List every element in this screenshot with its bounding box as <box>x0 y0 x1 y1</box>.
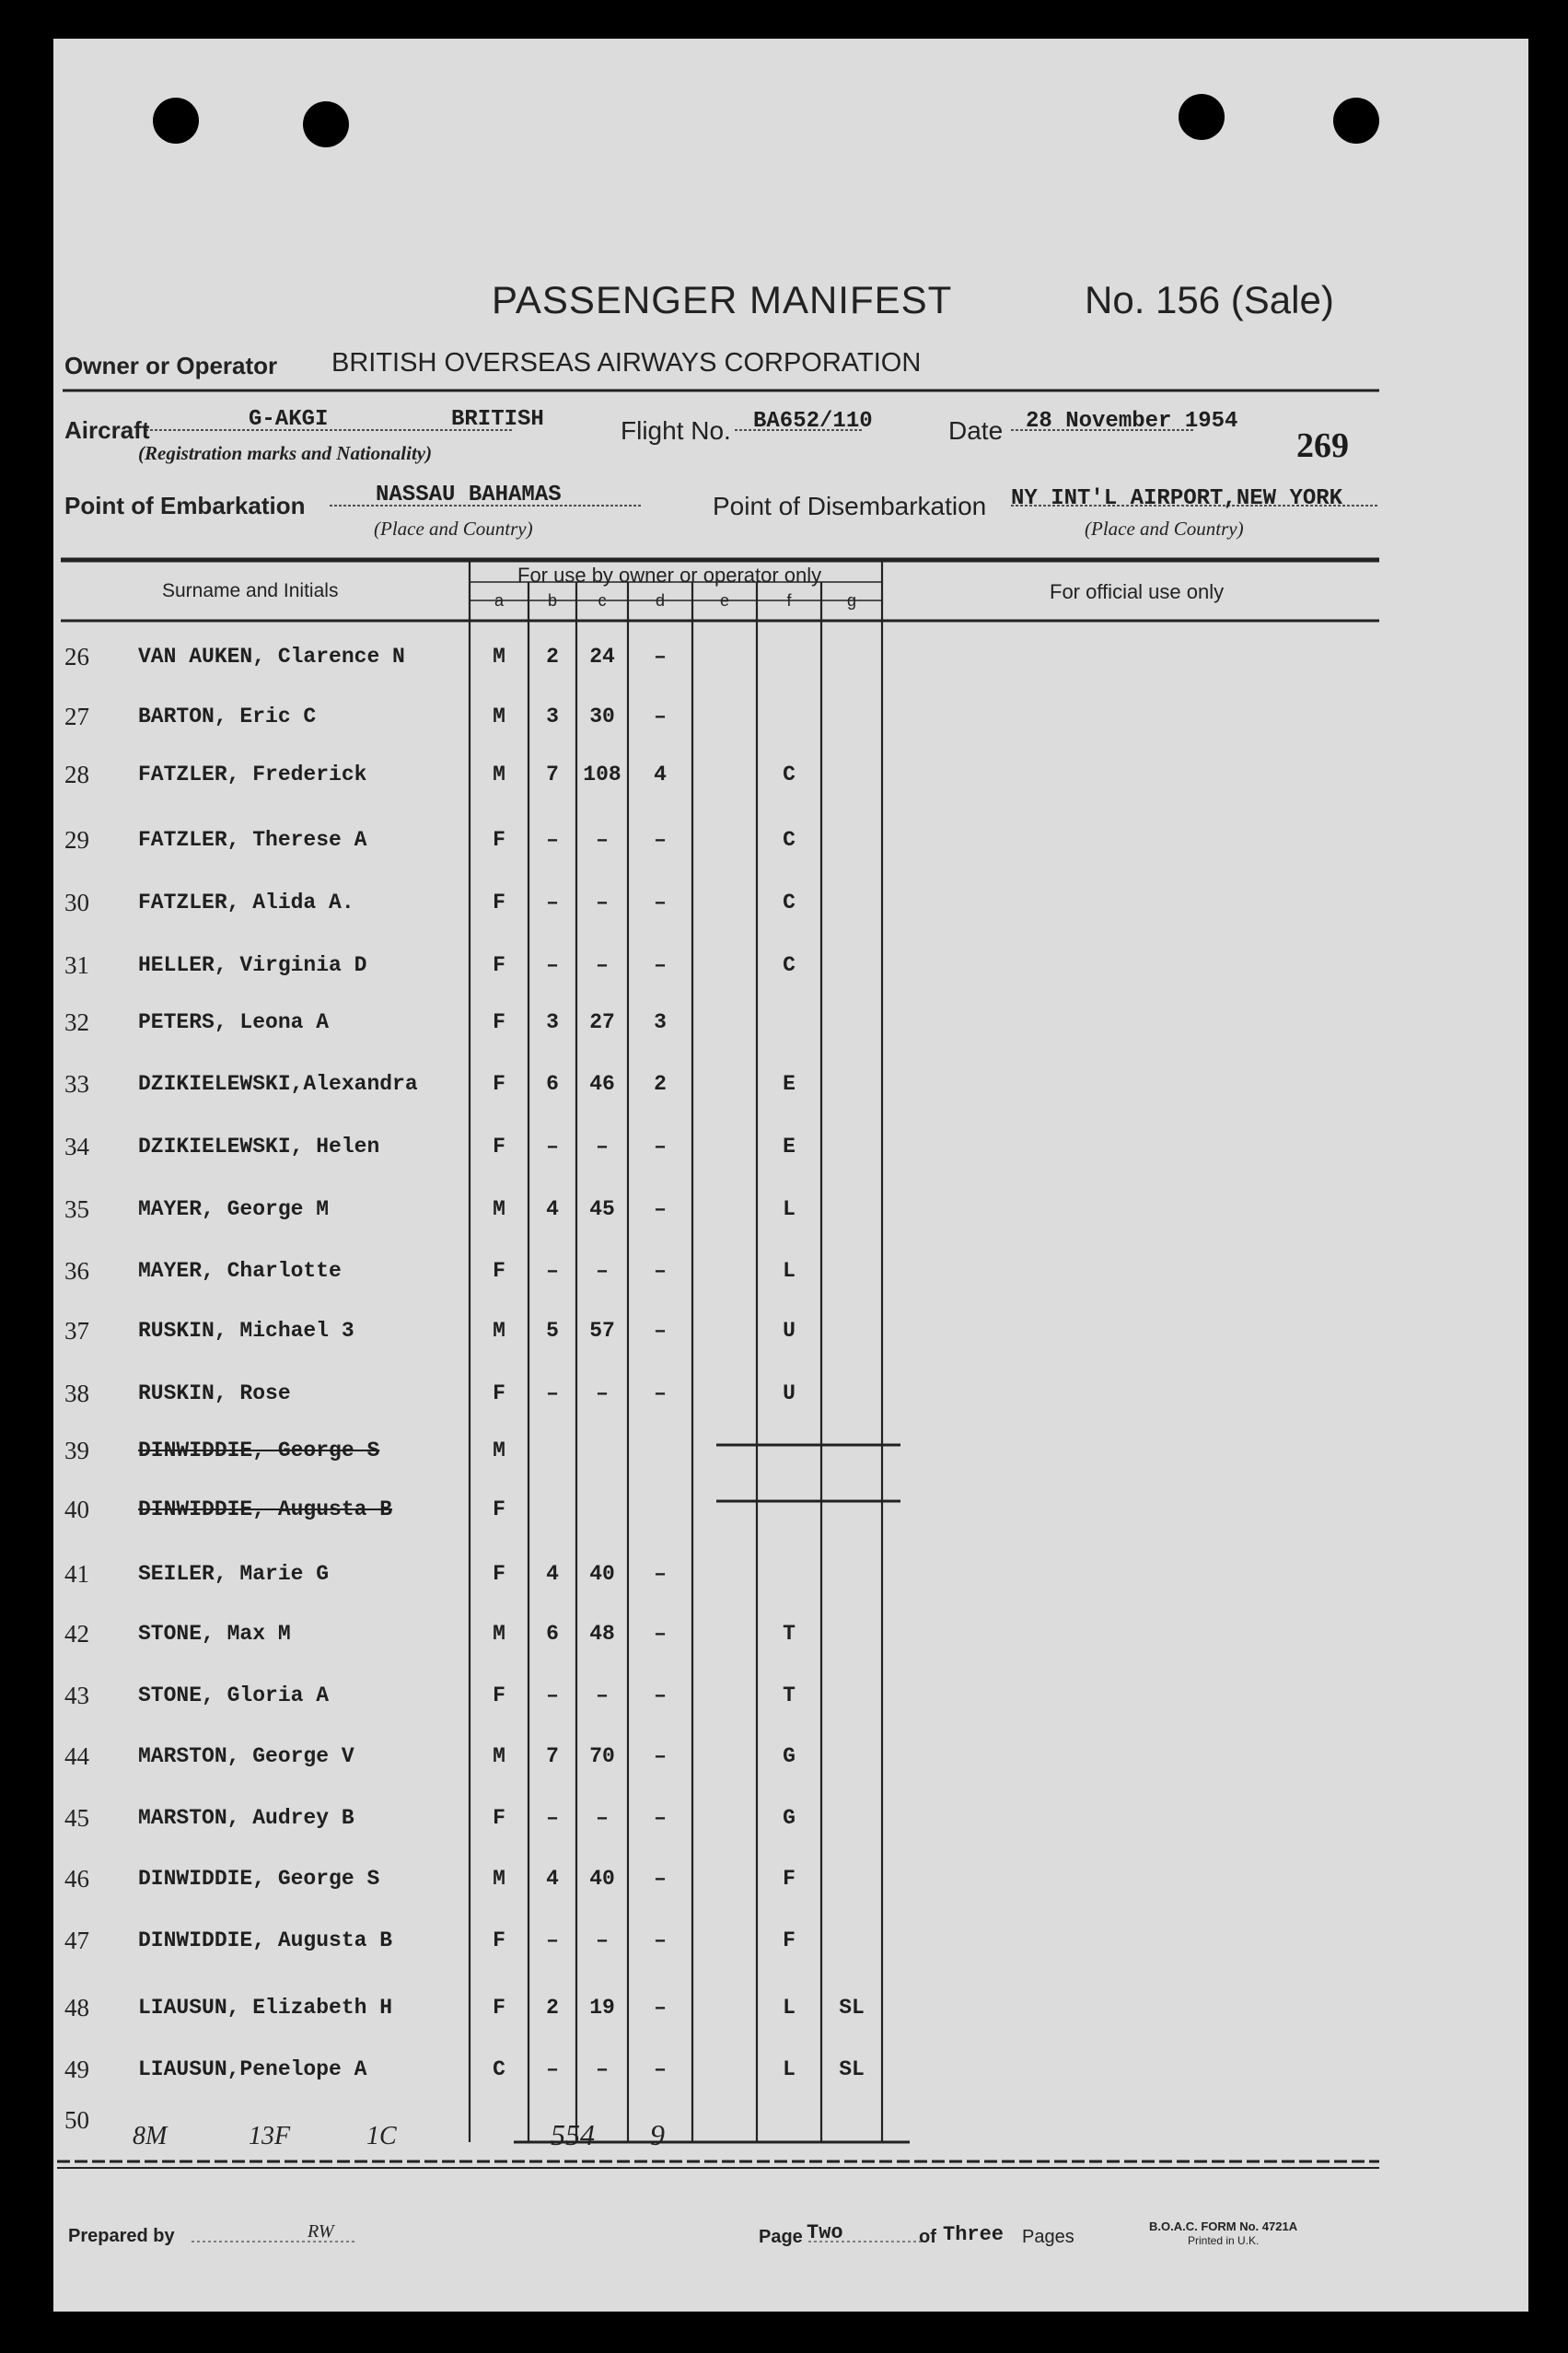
cell-c: 30 <box>589 705 615 728</box>
cell-b: – <box>546 1683 559 1707</box>
embarkation-value: NASSAU BAHAMAS <box>376 483 562 507</box>
cell-c: 40 <box>589 1562 615 1586</box>
row-number: 28 <box>64 761 89 788</box>
row-number: 37 <box>64 1317 89 1345</box>
owner-label: Owner or Operator <box>64 352 278 379</box>
cell-f: E <box>783 1072 796 1096</box>
passenger-name: DINWIDDIE, Augusta B <box>138 1928 393 1952</box>
cell-d: – <box>654 891 667 914</box>
cell-a: F <box>493 1135 505 1159</box>
owner-value: BRITISH OVERSEAS AIRWAYS CORPORATION <box>331 348 922 378</box>
cell-b: 3 <box>546 1010 559 1034</box>
row-number: 35 <box>64 1195 89 1223</box>
passenger-name: STONE, Gloria A <box>138 1683 330 1707</box>
stamp-number: 269 <box>1296 426 1349 465</box>
cell-c: 108 <box>583 763 621 786</box>
cell-c: – <box>596 953 609 977</box>
cell-a: M <box>493 705 505 728</box>
column-letter-e: e <box>719 591 729 610</box>
of-label: of <box>919 2227 936 2247</box>
cell-d: – <box>654 1806 667 1830</box>
cell-d: – <box>654 1562 667 1586</box>
cell-g: SL <box>839 2057 865 2081</box>
cell-c: 48 <box>589 1622 615 1646</box>
total-male: 8M <box>133 2122 168 2150</box>
cell-d: – <box>654 953 667 977</box>
passenger-name: LIAUSUN, Elizabeth H <box>138 1996 393 2020</box>
row-number: 42 <box>64 1620 89 1648</box>
cell-d: 2 <box>654 1072 667 1096</box>
cell-b: – <box>546 1381 559 1405</box>
total-bags: 9 <box>650 2118 665 2151</box>
cell-d: – <box>654 1867 667 1891</box>
cell-b: – <box>546 1259 559 1283</box>
aircraft-registration: G-AKGI <box>249 407 329 432</box>
row-number: 31 <box>64 951 89 979</box>
cell-a: F <box>493 1562 505 1586</box>
cell-f: L <box>783 1996 796 2020</box>
cell-d: 4 <box>654 763 667 786</box>
cell-b: 4 <box>546 1562 559 1586</box>
row-number: 38 <box>64 1380 89 1407</box>
official-use-header: For official use only <box>1050 580 1225 603</box>
cell-g: SL <box>839 1996 865 2020</box>
column-letter-g: g <box>846 591 856 610</box>
cell-b: 5 <box>546 1319 559 1343</box>
cell-c: 40 <box>589 1867 615 1891</box>
prepared-label: Prepared by <box>68 2226 175 2246</box>
row-number: 45 <box>64 1804 89 1832</box>
cell-d: – <box>654 1928 667 1952</box>
cell-b: – <box>546 1928 559 1952</box>
cell-a: M <box>493 763 505 786</box>
cell-b: – <box>546 1806 559 1830</box>
cell-d: – <box>654 1622 667 1646</box>
cell-f: L <box>783 1197 796 1221</box>
aircraft-nationality: BRITISH <box>451 407 544 432</box>
cell-b: 2 <box>546 645 559 669</box>
cell-a: F <box>493 953 505 977</box>
passenger-name: FATZLER, Alida A. <box>138 891 354 914</box>
passenger-name: SEILER, Marie G <box>138 1562 330 1586</box>
cell-f: C <box>783 763 796 786</box>
date-label: Date <box>948 416 1004 445</box>
cell-a: F <box>493 1010 505 1034</box>
cell-b: 6 <box>546 1072 559 1096</box>
cell-f: C <box>783 828 796 852</box>
date-value: 28 November 1954 <box>1026 409 1238 434</box>
passenger-name: MAYER, George M <box>138 1197 330 1221</box>
aircraft-label: Aircraft <box>64 416 150 444</box>
passenger-name: MARSTON, George V <box>138 1744 354 1768</box>
disembarkation-label: Point of Disembarkation <box>713 492 987 520</box>
row-number: 47 <box>64 1927 89 1954</box>
cell-d: – <box>654 1381 667 1405</box>
cell-c: – <box>596 1683 609 1707</box>
column-letter-a: a <box>494 591 504 610</box>
passenger-name: DINWIDDIE, George S <box>138 1867 380 1891</box>
total-weight: 554 <box>551 2118 595 2151</box>
name-column-header: Surname and Initials <box>162 580 339 601</box>
cell-a: M <box>493 1744 505 1768</box>
cell-f: G <box>783 1806 796 1830</box>
cell-d: – <box>654 2057 667 2081</box>
passenger-name: MAYER, Charlotte <box>138 1259 342 1283</box>
cell-a: F <box>493 828 505 852</box>
cell-f: F <box>783 1867 796 1891</box>
cell-a: M <box>493 1319 505 1343</box>
aircraft-sublabel: (Registration marks and Nationality) <box>138 442 433 464</box>
passenger-name: FATZLER, Therese A <box>138 828 367 852</box>
cell-f: C <box>783 953 796 977</box>
printed-in: Printed in U.K. <box>1188 2234 1260 2247</box>
column-letter-c: c <box>598 591 607 610</box>
cell-a: F <box>493 1806 505 1830</box>
cell-c: – <box>596 1806 609 1830</box>
row-number: 36 <box>64 1257 89 1285</box>
total-child: 1C <box>366 2122 397 2150</box>
cell-d: – <box>654 1259 667 1283</box>
row-number: 43 <box>64 1682 89 1709</box>
passenger-name: PETERS, Leona A <box>138 1010 330 1034</box>
row-number: 29 <box>64 826 89 854</box>
disembarkation-value: NY INT'L AIRPORT,NEW YORK <box>1011 486 1343 511</box>
row-number: 50 <box>64 2106 89 2134</box>
cell-a: F <box>493 1259 505 1283</box>
page-label: Page <box>759 2227 803 2247</box>
cell-f: L <box>783 1259 796 1283</box>
row-number: 41 <box>64 1560 89 1588</box>
cell-a: F <box>493 1497 505 1521</box>
cell-a: F <box>493 1996 505 2020</box>
cell-f: L <box>783 2057 796 2081</box>
cell-a: F <box>493 1928 505 1952</box>
flight-label: Flight No. <box>621 416 731 445</box>
cell-b: – <box>546 1135 559 1159</box>
passenger-name: RUSKIN, Rose <box>138 1381 291 1405</box>
cell-c: 19 <box>589 1996 615 2020</box>
cell-c: 46 <box>589 1072 615 1096</box>
cell-c: – <box>596 2057 609 2081</box>
total-female: 13F <box>249 2122 291 2150</box>
cell-c: – <box>596 828 609 852</box>
cell-c: – <box>596 1135 609 1159</box>
passenger-name: DINWIDDIE, George S <box>138 1439 380 1462</box>
cell-f: U <box>783 1381 796 1405</box>
cell-a: C <box>493 2057 505 2081</box>
disembarkation-sublabel: (Place and Country) <box>1085 518 1244 540</box>
row-number: 27 <box>64 703 89 730</box>
cell-b: – <box>546 2057 559 2081</box>
cell-a: M <box>493 1439 505 1462</box>
cell-c: – <box>596 891 609 914</box>
page-value: Two <box>807 2221 843 2244</box>
cell-f: F <box>783 1928 796 1952</box>
cell-d: – <box>654 1744 667 1768</box>
form-title: PASSENGER MANIFEST <box>492 278 953 321</box>
passenger-name: RUSKIN, Michael 3 <box>138 1319 354 1343</box>
passenger-name: STONE, Max M <box>138 1622 291 1646</box>
cell-d: – <box>654 1683 667 1707</box>
cell-b: 4 <box>546 1867 559 1891</box>
cell-a: F <box>493 1381 505 1405</box>
owner-use-header: For use by owner or operator only <box>517 564 822 587</box>
prepared-initials: RW <box>308 2221 334 2242</box>
cell-b: 7 <box>546 763 559 786</box>
passenger-name: LIAUSUN,Penelope A <box>138 2057 367 2081</box>
row-number: 33 <box>64 1070 89 1098</box>
row-number: 49 <box>64 2056 89 2083</box>
cell-b: 6 <box>546 1622 559 1646</box>
cell-a: F <box>493 1072 505 1096</box>
column-letter-d: d <box>655 591 665 610</box>
form-number: No. 156 (Sale) <box>1085 278 1334 321</box>
cell-b: 2 <box>546 1996 559 2020</box>
cell-c: 70 <box>589 1744 615 1768</box>
passenger-name: MARSTON, Audrey B <box>138 1806 354 1830</box>
cell-d: – <box>654 1996 667 2020</box>
form-lines <box>53 39 1528 2312</box>
cell-f: U <box>783 1319 796 1343</box>
cell-a: M <box>493 645 505 669</box>
passenger-name: DZIKIELEWSKI, Helen <box>138 1135 380 1159</box>
cell-b: 7 <box>546 1744 559 1768</box>
pages-label: Pages <box>1022 2227 1074 2247</box>
row-number: 30 <box>64 889 89 916</box>
cell-d: – <box>654 1197 667 1221</box>
passenger-name: HELLER, Virginia D <box>138 953 367 977</box>
cell-f: G <box>783 1744 796 1768</box>
passenger-name: DINWIDDIE, Augusta B <box>138 1497 393 1521</box>
cell-c: 27 <box>589 1010 615 1034</box>
column-letter-f: f <box>786 591 792 610</box>
cell-c: – <box>596 1381 609 1405</box>
manifest-sheet <box>53 39 1528 2312</box>
row-number: 40 <box>64 1496 89 1523</box>
cell-f: T <box>783 1622 796 1646</box>
passenger-name: FATZLER, Frederick <box>138 763 367 786</box>
cell-c: 45 <box>589 1197 615 1221</box>
cell-b: 3 <box>546 705 559 728</box>
row-number: 39 <box>64 1437 89 1464</box>
cell-b: – <box>546 891 559 914</box>
embarkation-sublabel: (Place and Country) <box>374 518 533 540</box>
cell-b: 4 <box>546 1197 559 1221</box>
cell-d: – <box>654 1135 667 1159</box>
row-number: 26 <box>64 643 89 670</box>
cell-d: – <box>654 645 667 669</box>
passenger-name: VAN AUKEN, Clarence N <box>138 645 405 669</box>
row-number: 44 <box>64 1742 89 1770</box>
cell-b: – <box>546 953 559 977</box>
row-number: 48 <box>64 1994 89 2021</box>
passenger-name: BARTON, Eric C <box>138 705 317 728</box>
cell-a: F <box>493 1683 505 1707</box>
flight-number: BA652/110 <box>753 409 873 434</box>
cell-b: – <box>546 828 559 852</box>
cell-c: – <box>596 1928 609 1952</box>
row-number: 32 <box>64 1008 89 1036</box>
cell-a: F <box>493 891 505 914</box>
embarkation-label: Point of Embarkation <box>64 492 306 519</box>
cell-a: M <box>493 1622 505 1646</box>
row-number: 46 <box>64 1865 89 1893</box>
of-value: Three <box>943 2223 1005 2246</box>
form-code: B.O.A.C. FORM No. 4721A <box>1149 2219 1298 2233</box>
cell-f: C <box>783 891 796 914</box>
cell-c: – <box>596 1259 609 1283</box>
row-number: 34 <box>64 1133 89 1160</box>
cell-c: 24 <box>589 645 615 669</box>
cell-f: E <box>783 1135 796 1159</box>
cell-c: 57 <box>589 1319 615 1343</box>
column-letter-b: b <box>547 591 557 610</box>
cell-d: – <box>654 828 667 852</box>
cell-a: M <box>493 1197 505 1221</box>
cell-f: T <box>783 1683 796 1707</box>
cell-d: – <box>654 705 667 728</box>
passenger-name: DZIKIELEWSKI,Alexandra <box>138 1072 418 1096</box>
cell-a: M <box>493 1867 505 1891</box>
cell-d: 3 <box>654 1010 667 1034</box>
cell-d: – <box>654 1319 667 1343</box>
